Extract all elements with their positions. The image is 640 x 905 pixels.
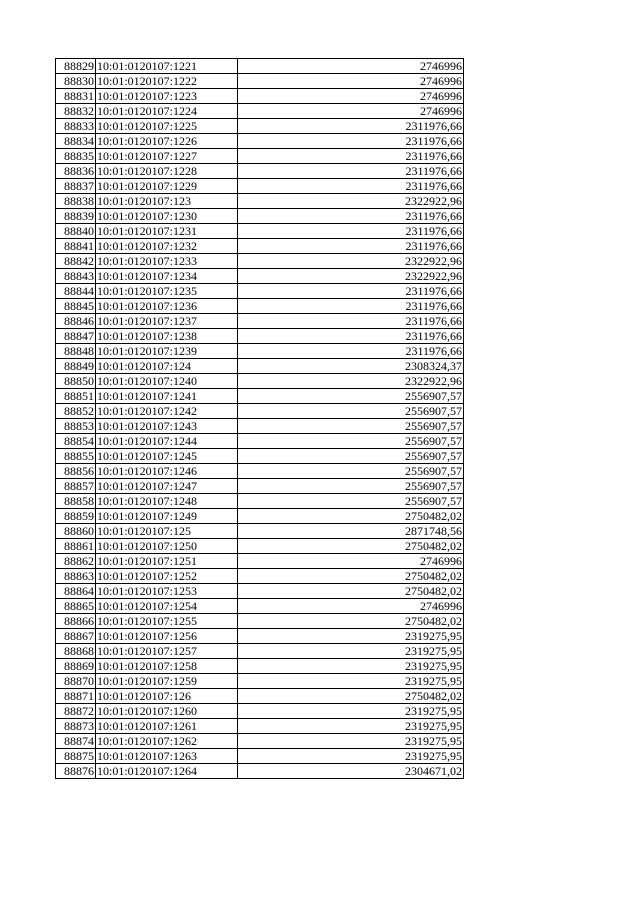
row-number-cell: 88860 — [56, 524, 96, 539]
table-row — [56, 539, 464, 554]
value-cell: 2319275,95 — [238, 704, 464, 719]
value-cell: 2319275,95 — [238, 674, 464, 689]
cadastral-number-cell: 10:01:0120107:1249 — [96, 509, 238, 524]
value-cell: 2322922,96 — [238, 269, 464, 284]
value-cell: 2319275,95 — [238, 749, 464, 764]
table-row — [56, 719, 464, 734]
row-number-cell: 88839 — [56, 209, 96, 224]
row-number-cell: 88865 — [56, 599, 96, 614]
table-row — [56, 209, 464, 224]
value-cell: 2311976,66 — [238, 284, 464, 299]
table-row — [56, 284, 464, 299]
row-number-cell: 88854 — [56, 434, 96, 449]
cadastral-number-cell: 10:01:0120107:1250 — [96, 539, 238, 554]
value-cell: 2311976,66 — [238, 299, 464, 314]
table-row — [56, 149, 464, 164]
value-cell: 2308324,37 — [238, 359, 464, 374]
cadastral-number-cell: 10:01:0120107:1244 — [96, 434, 238, 449]
cadastral-number-cell: 10:01:0120107:1242 — [96, 404, 238, 419]
table-row — [56, 269, 464, 284]
row-number-cell: 88869 — [56, 659, 96, 674]
table-row — [56, 554, 464, 569]
table-row — [56, 509, 464, 524]
table-row — [56, 404, 464, 419]
table-row — [56, 164, 464, 179]
value-cell: 2311976,66 — [238, 179, 464, 194]
table-row — [56, 299, 464, 314]
table-row — [56, 59, 464, 74]
cadastral-number-cell: 10:01:0120107:1253 — [96, 584, 238, 599]
value-cell: 2319275,95 — [238, 644, 464, 659]
cadastral-number-cell: 10:01:0120107:1245 — [96, 449, 238, 464]
row-number-cell: 88858 — [56, 494, 96, 509]
value-cell: 2750482,02 — [238, 584, 464, 599]
cadastral-number-cell: 10:01:0120107:1251 — [96, 554, 238, 569]
value-cell: 2311976,66 — [238, 344, 464, 359]
table-row — [56, 629, 464, 644]
cadastral-number-cell: 10:01:0120107:1240 — [96, 374, 238, 389]
cadastral-number-cell: 10:01:0120107:1227 — [96, 149, 238, 164]
row-number-cell: 88833 — [56, 119, 96, 134]
value-cell: 2556907,57 — [238, 404, 464, 419]
row-number-cell: 88848 — [56, 344, 96, 359]
row-number-cell: 88876 — [56, 764, 96, 779]
cadastral-number-cell: 10:01:0120107:1257 — [96, 644, 238, 659]
value-cell: 2556907,57 — [238, 434, 464, 449]
row-number-cell: 88850 — [56, 374, 96, 389]
value-cell: 2311976,66 — [238, 329, 464, 344]
value-cell: 2322922,96 — [238, 194, 464, 209]
table-row — [56, 464, 464, 479]
value-cell: 2746996 — [238, 599, 464, 614]
row-number-cell: 88868 — [56, 644, 96, 659]
row-number-cell: 88845 — [56, 299, 96, 314]
row-number-cell: 88853 — [56, 419, 96, 434]
table-row — [56, 179, 464, 194]
cadastral-number-cell: 10:01:0120107:1256 — [96, 629, 238, 644]
cadastral-number-cell: 10:01:0120107:1223 — [96, 89, 238, 104]
row-number-cell: 88861 — [56, 539, 96, 554]
table-row — [56, 584, 464, 599]
row-number-cell: 88874 — [56, 734, 96, 749]
row-number-cell: 88832 — [56, 104, 96, 119]
cadastral-number-cell: 10:01:0120107:1246 — [96, 464, 238, 479]
table-body — [56, 59, 464, 779]
value-cell: 2750482,02 — [238, 509, 464, 524]
cadastral-number-cell: 10:01:0120107:1255 — [96, 614, 238, 629]
table-row — [56, 524, 464, 539]
row-number-cell: 88859 — [56, 509, 96, 524]
cadastral-number-cell: 10:01:0120107:1233 — [96, 254, 238, 269]
table-row — [56, 329, 464, 344]
row-number-cell: 88837 — [56, 179, 96, 194]
cadastral-number-cell: 10:01:0120107:124 — [96, 359, 238, 374]
row-number-cell: 88856 — [56, 464, 96, 479]
data-table — [55, 58, 464, 779]
row-number-cell: 88846 — [56, 314, 96, 329]
table-row — [56, 104, 464, 119]
cadastral-number-cell: 10:01:0120107:1230 — [96, 209, 238, 224]
table-row — [56, 344, 464, 359]
value-cell: 2319275,95 — [238, 719, 464, 734]
table-row — [56, 569, 464, 584]
value-cell: 2556907,57 — [238, 449, 464, 464]
cadastral-number-cell: 10:01:0120107:1232 — [96, 239, 238, 254]
row-number-cell: 88875 — [56, 749, 96, 764]
cadastral-number-cell: 10:01:0120107:1259 — [96, 674, 238, 689]
table-row — [56, 434, 464, 449]
row-number-cell: 88842 — [56, 254, 96, 269]
table-row — [56, 599, 464, 614]
cadastral-number-cell: 10:01:0120107:1226 — [96, 134, 238, 149]
table-row — [56, 494, 464, 509]
table-row — [56, 419, 464, 434]
value-cell: 2556907,57 — [238, 389, 464, 404]
cadastral-number-cell: 10:01:0120107:123 — [96, 194, 238, 209]
value-cell: 2311976,66 — [238, 164, 464, 179]
row-number-cell: 88840 — [56, 224, 96, 239]
table-row — [56, 224, 464, 239]
row-number-cell: 88870 — [56, 674, 96, 689]
table-row — [56, 239, 464, 254]
table-row — [56, 119, 464, 134]
cadastral-number-cell: 10:01:0120107:1225 — [96, 119, 238, 134]
table-row — [56, 314, 464, 329]
table-row — [56, 374, 464, 389]
value-cell: 2556907,57 — [238, 464, 464, 479]
cadastral-number-cell: 10:01:0120107:1222 — [96, 74, 238, 89]
value-cell: 2311976,66 — [238, 209, 464, 224]
table-row — [56, 74, 464, 89]
value-cell: 2311976,66 — [238, 134, 464, 149]
row-number-cell: 88847 — [56, 329, 96, 344]
cadastral-number-cell: 10:01:0120107:1247 — [96, 479, 238, 494]
value-cell: 2750482,02 — [238, 539, 464, 554]
table-row — [56, 254, 464, 269]
row-number-cell: 88836 — [56, 164, 96, 179]
value-cell: 2319275,95 — [238, 659, 464, 674]
value-cell: 2311976,66 — [238, 314, 464, 329]
value-cell: 2319275,95 — [238, 734, 464, 749]
cadastral-number-cell: 10:01:0120107:1224 — [96, 104, 238, 119]
table-row — [56, 734, 464, 749]
cadastral-number-cell: 10:01:0120107:1262 — [96, 734, 238, 749]
row-number-cell: 88851 — [56, 389, 96, 404]
table-row — [56, 689, 464, 704]
cadastral-number-cell: 10:01:0120107:1264 — [96, 764, 238, 779]
cadastral-number-cell: 10:01:0120107:126 — [96, 689, 238, 704]
table-row — [56, 449, 464, 464]
cadastral-number-cell: 10:01:0120107:1231 — [96, 224, 238, 239]
row-number-cell: 88831 — [56, 89, 96, 104]
cadastral-number-cell: 10:01:0120107:1236 — [96, 299, 238, 314]
cadastral-number-cell: 10:01:0120107:1241 — [96, 389, 238, 404]
row-number-cell: 88872 — [56, 704, 96, 719]
cadastral-number-cell: 10:01:0120107:1258 — [96, 659, 238, 674]
row-number-cell: 88862 — [56, 554, 96, 569]
table-row — [56, 134, 464, 149]
value-cell: 2750482,02 — [238, 614, 464, 629]
row-number-cell: 88852 — [56, 404, 96, 419]
cadastral-number-cell: 10:01:0120107:1260 — [96, 704, 238, 719]
table-row — [56, 194, 464, 209]
value-cell: 2311976,66 — [238, 224, 464, 239]
table-row — [56, 749, 464, 764]
table-row — [56, 704, 464, 719]
row-number-cell: 88864 — [56, 584, 96, 599]
cadastral-number-cell: 10:01:0120107:125 — [96, 524, 238, 539]
row-number-cell: 88867 — [56, 629, 96, 644]
value-cell: 2746996 — [238, 59, 464, 74]
cadastral-number-cell: 10:01:0120107:1234 — [96, 269, 238, 284]
cadastral-number-cell: 10:01:0120107:1228 — [96, 164, 238, 179]
value-cell: 2556907,57 — [238, 419, 464, 434]
row-number-cell: 88857 — [56, 479, 96, 494]
row-number-cell: 88841 — [56, 239, 96, 254]
row-number-cell: 88843 — [56, 269, 96, 284]
row-number-cell: 88866 — [56, 614, 96, 629]
row-number-cell: 88844 — [56, 284, 96, 299]
cadastral-number-cell: 10:01:0120107:1229 — [96, 179, 238, 194]
table-row — [56, 614, 464, 629]
value-cell: 2746996 — [238, 74, 464, 89]
value-cell: 2746996 — [238, 554, 464, 569]
row-number-cell: 88871 — [56, 689, 96, 704]
cadastral-number-cell: 10:01:0120107:1252 — [96, 569, 238, 584]
value-cell: 2871748,56 — [238, 524, 464, 539]
table-row — [56, 479, 464, 494]
row-number-cell: 88873 — [56, 719, 96, 734]
cadastral-number-cell: 10:01:0120107:1248 — [96, 494, 238, 509]
value-cell: 2322922,96 — [238, 254, 464, 269]
row-number-cell: 88849 — [56, 359, 96, 374]
table-row — [56, 764, 464, 779]
value-cell: 2319275,95 — [238, 629, 464, 644]
cadastral-number-cell: 10:01:0120107:1237 — [96, 314, 238, 329]
value-cell: 2750482,02 — [238, 569, 464, 584]
cadastral-number-cell: 10:01:0120107:1235 — [96, 284, 238, 299]
table-row — [56, 89, 464, 104]
value-cell: 2746996 — [238, 89, 464, 104]
value-cell: 2556907,57 — [238, 479, 464, 494]
row-number-cell: 88838 — [56, 194, 96, 209]
table-row — [56, 389, 464, 404]
table-row — [56, 674, 464, 689]
value-cell: 2556907,57 — [238, 494, 464, 509]
row-number-cell: 88834 — [56, 134, 96, 149]
table-row — [56, 644, 464, 659]
value-cell: 2746996 — [238, 104, 464, 119]
table-row — [56, 359, 464, 374]
row-number-cell: 88829 — [56, 59, 96, 74]
row-number-cell: 88830 — [56, 74, 96, 89]
cadastral-number-cell: 10:01:0120107:1238 — [96, 329, 238, 344]
value-cell: 2311976,66 — [238, 119, 464, 134]
row-number-cell: 88863 — [56, 569, 96, 584]
row-number-cell: 88855 — [56, 449, 96, 464]
value-cell: 2750482,02 — [238, 689, 464, 704]
cadastral-number-cell: 10:01:0120107:1261 — [96, 719, 238, 734]
row-number-cell: 88835 — [56, 149, 96, 164]
value-cell: 2311976,66 — [238, 149, 464, 164]
value-cell: 2311976,66 — [238, 239, 464, 254]
cadastral-number-cell: 10:01:0120107:1254 — [96, 599, 238, 614]
table-row — [56, 659, 464, 674]
cadastral-number-cell: 10:01:0120107:1239 — [96, 344, 238, 359]
cadastral-number-cell: 10:01:0120107:1221 — [96, 59, 238, 74]
cadastral-number-cell: 10:01:0120107:1243 — [96, 419, 238, 434]
value-cell: 2322922,96 — [238, 374, 464, 389]
cadastral-number-cell: 10:01:0120107:1263 — [96, 749, 238, 764]
value-cell: 2304671,02 — [238, 764, 464, 779]
